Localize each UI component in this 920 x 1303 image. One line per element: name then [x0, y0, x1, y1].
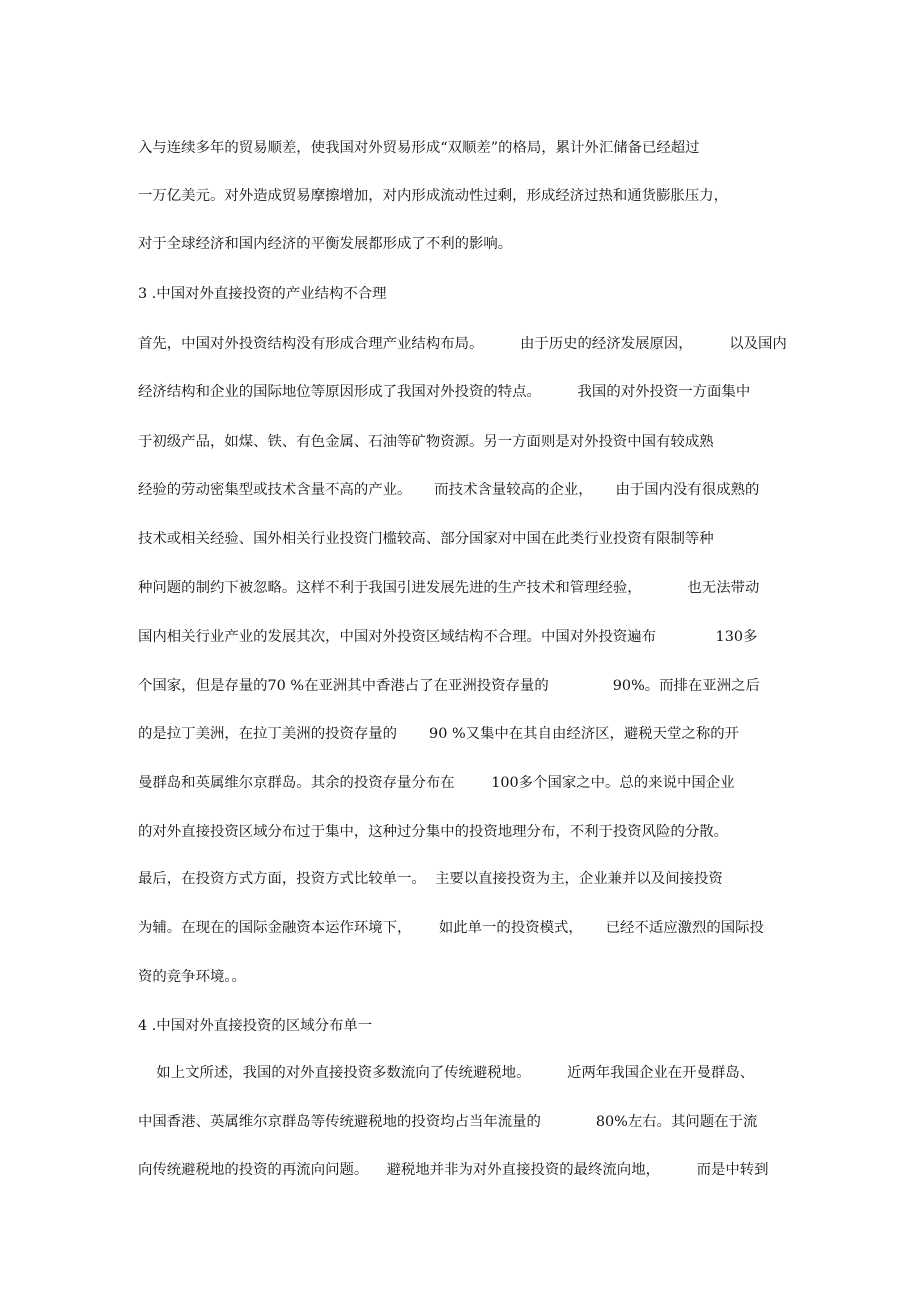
text-line: 曼群岛和英属维尔京群岛。其余的投资存量分布在 100多个国家之中。总的来说中国企业 — [138, 775, 735, 791]
text-line: 经济结构和企业的国际地位等原因形成了我国对外投资的特点。 我国的对外投资一方面集中 — [138, 384, 751, 400]
text-line: 首先，中国对外投资结构没有形成合理产业结构布局。 由于历史的经济发展原因， 以及国内 — [138, 336, 787, 352]
text-line: 的对外直接投资区域分布过于集中，这种过分集中的投资地理分布，不利于投资风险的分散。 — [138, 824, 729, 840]
text-line: 入与连续多年的贸易顺差，使我国对外贸易形成“双顺差”的格局，累计外汇储备已经超过 — [138, 140, 700, 156]
section-heading: 3 .中国对外直接投资的产业结构不合理 — [138, 286, 387, 302]
text-line: 中国香港、英属维尔京群岛等传统避税地的投资均占当年流量的 80%左右。其问题在于流 — [138, 1114, 758, 1130]
section-heading: 4 .中国对外直接投资的区域分布单一 — [138, 1018, 373, 1034]
text-line: 于初级产品，如煤、铁、有色金属、石油等矿物资源。另一方面则是对外投资中国有较成熟 — [138, 434, 714, 450]
text-line: 一万亿美元。对外造成贸易摩擦增加，对内形成流动性过剩，形成经济过热和通货膨胀压力， — [138, 188, 729, 204]
text-line: 的是拉丁美洲，在拉丁美洲的投资存量的 90 %又集中在其自由经济区，避税天堂之称的开 — [138, 726, 740, 742]
text-line: 个国家，但是存量的70 %在亚洲其中香港占了在亚洲投资存量的 90%。而排在亚洲之后 — [138, 678, 760, 694]
text-line: 向传统避税地的投资的再流向问题。 避税地并非为对外直接投资的最终流向地， 而是中转到 — [138, 1162, 769, 1178]
text-line: 经验的劳动密集型或技术含量不高的产业。 而技术含量较高的企业， 由于国内没有很成熟的 — [138, 482, 760, 498]
text-line: 为辅。在现在的国际金融资本运作环境下， 如此单一的投资模式， 已经不适应激烈的国际投 — [138, 920, 764, 936]
text-line: 技术或相关经验、国外相关行业投资门槛较高、部分国家对中国在此类行业投资有限制等种 — [138, 531, 714, 547]
text-line: 国内相关行业产业的发展其次，中国对外投资区域结构不合理。中国对外投资遍布 130多 — [138, 629, 758, 645]
text-line: 种问题的制约下被忽略。这样不利于我国引进发展先进的生产技术和管理经验， 也无法带动 — [138, 580, 760, 596]
text-line: 如上文所述，我国的对外直接投资多数流向了传统避税地。 近两年我国企业在开曼群岛、 — [138, 1065, 755, 1081]
text-line: 最后，在投资方式方面，投资方式比较单一。 主要以直接投资为主，企业兼并以及间接投资 — [138, 871, 723, 887]
text-line: 资的竞争环境。。 — [138, 969, 246, 985]
text-line: 对于全球经济和国内经济的平衡发展都形成了不利的影响。 — [138, 236, 513, 252]
